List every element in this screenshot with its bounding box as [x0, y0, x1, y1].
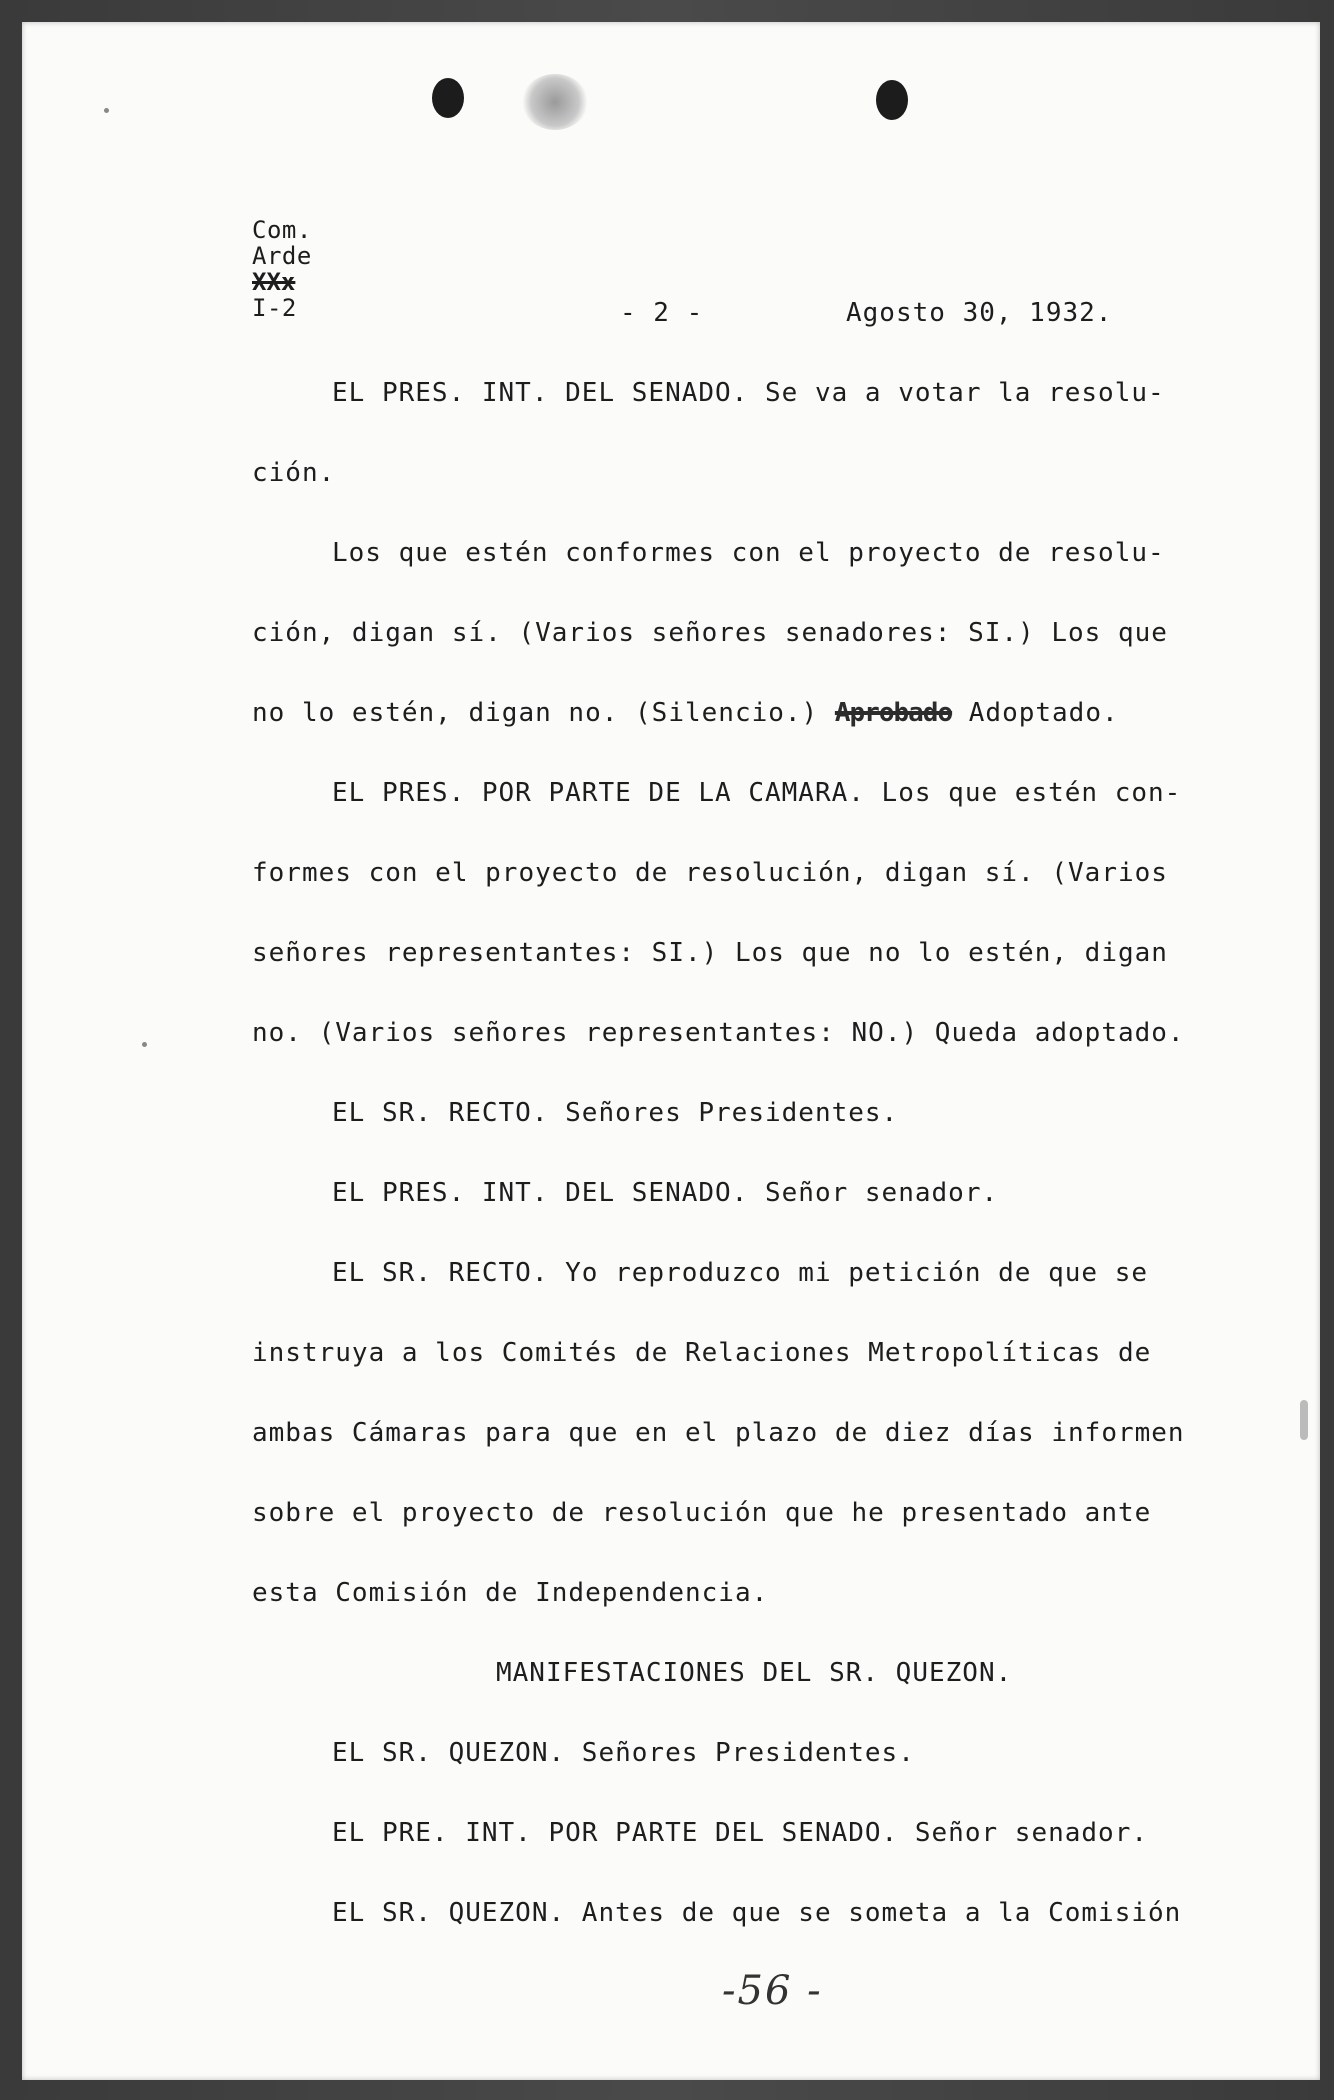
page-number: - 2 - — [620, 298, 704, 328]
file-code-1: Com. — [252, 216, 312, 244]
adopted-word: Adoptado. — [968, 698, 1119, 728]
body-line-10: EL SR. RECTO. Señores Presidentes. — [332, 1098, 899, 1128]
paper-speck — [142, 1042, 147, 1047]
punch-hole-right — [876, 80, 908, 120]
handwritten-page-number: -56 - — [722, 1968, 823, 2014]
punch-hole-faint — [522, 74, 588, 130]
body-line-5 — [252, 698, 1152, 728]
body-line-5-text: no lo estén, digan no. (Silencio.) — [252, 698, 819, 728]
body-line-2: ción. — [252, 458, 336, 488]
section-heading: MANIFESTACIONES DEL SR. QUEZON. — [496, 1658, 1013, 1688]
body-line-17: EL SR. QUEZON. Señores Presidentes. — [332, 1738, 915, 1768]
paper-speck — [104, 108, 109, 113]
struck-out-word: Aprobado — [834, 698, 953, 728]
document-date: Agosto 30, 1932. — [846, 298, 1113, 328]
body-line-12: EL SR. RECTO. Yo reproduzco mi petición de que se — [332, 1258, 1149, 1288]
file-code-2: Arde — [252, 242, 312, 270]
body-line-16: esta Comisión de Independencia. — [252, 1578, 769, 1608]
body-line-15: sobre el proyecto de resolución que he presentado ante — [252, 1498, 1152, 1528]
body-line-19: EL SR. QUEZON. Antes de que se someta a la Comisión — [332, 1898, 1182, 1928]
file-code-3: I-2 — [252, 294, 297, 322]
punch-hole-left — [432, 78, 464, 118]
body-line-13: instruya a los Comités de Relaciones Metropolíticas de — [252, 1338, 1152, 1368]
document-page — [22, 22, 1320, 2080]
body-line-3: Los que estén conformes con el proyecto de resolu- — [332, 538, 1165, 568]
body-line-6: EL PRES. POR PARTE DE LA CAMARA. Los que estén con- — [332, 778, 1182, 808]
body-line-7: formes con el proyecto de resolución, digan sí. (Varios — [252, 858, 1168, 888]
body-line-11: EL PRES. INT. DEL SENADO. Señor senador. — [332, 1178, 999, 1208]
body-line-18: EL PRE. INT. POR PARTE DEL SENADO. Señor senador. — [332, 1818, 1149, 1848]
body-line-9: no. (Varios señores representantes: NO.) Queda adoptado. — [252, 1018, 1185, 1048]
body-line-1: EL PRES. INT. DEL SENADO. Se va a votar la resolu- — [332, 378, 1165, 408]
paper-smudge — [1300, 1400, 1308, 1440]
body-line-4: ción, digan sí. (Varios señores senadores: SI.) Los que — [252, 618, 1168, 648]
body-line-14: ambas Cámaras para que en el plazo de diez días informen — [252, 1418, 1185, 1448]
file-code-struck: XXx — [252, 268, 296, 296]
body-line-8: señores representantes: SI.) Los que no lo estén, digan — [252, 938, 1168, 968]
